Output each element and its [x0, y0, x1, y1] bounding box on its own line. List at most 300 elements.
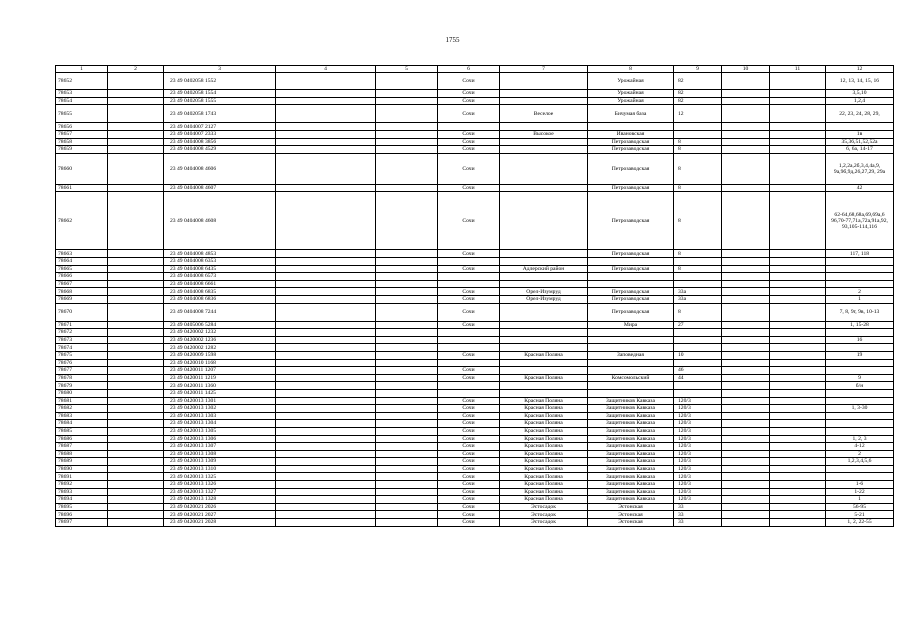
- table-cell-col-12: [826, 367, 894, 375]
- table-cell-col-7: Красная Поляна: [500, 397, 588, 405]
- column-header-11: 11: [770, 66, 826, 73]
- table-row: [56, 296, 894, 304]
- table-cell-col-11: [770, 412, 826, 420]
- table-cell-col-11: [770, 336, 826, 344]
- table-cell-col-3: 23 49 0420002 1282: [164, 344, 276, 352]
- table-cell-col-7: Красная Поляна: [500, 412, 588, 420]
- table-row: [56, 250, 894, 258]
- table-cell-col-10: [722, 511, 770, 519]
- table-cell-col-1: 78688: [56, 450, 108, 458]
- table-cell-col-6: Сочи: [438, 405, 500, 413]
- table-cell-col-12: 4-12: [826, 443, 894, 451]
- table-cell-col-11: [770, 250, 826, 258]
- table-cell-col-7: Эстосадок: [500, 511, 588, 519]
- table-row: [56, 73, 894, 90]
- table-cell-col-5: [376, 496, 438, 504]
- table-cell-col-5: [376, 105, 438, 123]
- table-row: [56, 503, 894, 511]
- table-cell-col-3: 23 49 0420002 1232: [164, 329, 276, 337]
- table-cell-col-1: 78653: [56, 90, 108, 98]
- table-cell-col-1: 78681: [56, 397, 108, 405]
- table-cell-col-8: Защитников Кавказа: [588, 473, 674, 481]
- table-cell-col-12: 6, 6а, 14-17: [826, 146, 894, 154]
- table-cell-col-2: [108, 146, 164, 154]
- table-cell-col-11: [770, 303, 826, 321]
- table-cell-col-9: 120/3: [674, 488, 722, 496]
- table-cell-col-11: [770, 450, 826, 458]
- table-row: [56, 146, 894, 154]
- table-cell-col-12: 1-22: [826, 488, 894, 496]
- table-cell-col-11: [770, 153, 826, 184]
- table-cell-col-1: 78692: [56, 481, 108, 489]
- table-cell-col-10: [722, 397, 770, 405]
- table-cell-col-8: [588, 359, 674, 367]
- table-cell-col-5: [376, 359, 438, 367]
- table-cell-col-11: [770, 511, 826, 519]
- table-cell-col-8: Петрозаводская: [588, 192, 674, 250]
- table-cell-col-5: [376, 131, 438, 139]
- table-cell-col-1: 78657: [56, 131, 108, 139]
- table-cell-col-10: [722, 273, 770, 281]
- table-cell-col-11: [770, 443, 826, 451]
- table-cell-col-2: [108, 435, 164, 443]
- table-cell-col-11: [770, 420, 826, 428]
- table-cell-col-9: [674, 382, 722, 390]
- table-cell-col-3: 23 49 0404008 4608: [164, 192, 276, 250]
- page-number: 1755: [445, 36, 460, 44]
- table-cell-col-5: [376, 465, 438, 473]
- table-cell-col-2: [108, 374, 164, 382]
- table-cell-col-4: [276, 192, 376, 250]
- table-cell-col-3: 23 49 0420013 1327: [164, 488, 276, 496]
- table-cell-col-7: [500, 258, 588, 266]
- column-header-8: 8: [588, 66, 674, 73]
- table-cell-col-10: [722, 303, 770, 321]
- table-cell-col-2: [108, 412, 164, 420]
- table-cell-col-10: [722, 412, 770, 420]
- table-cell-col-10: [722, 465, 770, 473]
- table-cell-col-11: [770, 192, 826, 250]
- table-cell-col-5: [376, 73, 438, 90]
- table-row: [56, 435, 894, 443]
- table-cell-col-12: 1, 2, 3: [826, 435, 894, 443]
- table-cell-col-12: [826, 123, 894, 131]
- table-cell-col-8: Защитников Кавказа: [588, 458, 674, 466]
- table-cell-col-6: [438, 280, 500, 288]
- table-row: [56, 153, 894, 184]
- table-cell-col-12: [826, 473, 894, 481]
- table-cell-col-6: Сочи: [438, 351, 500, 359]
- table-cell-col-5: [376, 97, 438, 105]
- table-cell-col-11: [770, 389, 826, 397]
- table-cell-col-7: [500, 382, 588, 390]
- table-cell-col-9: 120/3: [674, 496, 722, 504]
- table-cell-col-8: [588, 273, 674, 281]
- table-cell-col-7: Красная Поляна: [500, 458, 588, 466]
- table-cell-col-12: 3,5,10: [826, 90, 894, 98]
- table-cell-col-11: [770, 374, 826, 382]
- table-cell-col-5: [376, 321, 438, 329]
- table-cell-col-1: 78659: [56, 146, 108, 154]
- table-cell-col-9: 120/3: [674, 427, 722, 435]
- table-cell-col-6: Сочи: [438, 435, 500, 443]
- table-cell-col-6: [438, 123, 500, 131]
- table-row: [56, 258, 894, 266]
- table-cell-col-9: 120/3: [674, 473, 722, 481]
- table-cell-col-4: [276, 153, 376, 184]
- table-cell-col-1: 78667: [56, 280, 108, 288]
- table-cell-col-7: [500, 303, 588, 321]
- table-cell-col-5: [376, 427, 438, 435]
- table-cell-col-2: [108, 481, 164, 489]
- table-cell-col-5: [376, 511, 438, 519]
- table-cell-col-8: Защитников Кавказа: [588, 435, 674, 443]
- table-row: [56, 273, 894, 281]
- table-row: [56, 405, 894, 413]
- column-header-7: 7: [500, 66, 588, 73]
- table-cell-col-12: 7, 8, 9г, 9в, 10-13: [826, 303, 894, 321]
- table-cell-col-5: [376, 473, 438, 481]
- table-cell-col-7: [500, 153, 588, 184]
- table-cell-col-12: 1: [826, 496, 894, 504]
- table-cell-col-9: [674, 329, 722, 337]
- table-cell-col-8: Мира: [588, 321, 674, 329]
- table-cell-col-3: 23 49 0420011 1219: [164, 374, 276, 382]
- table-row: [56, 97, 894, 105]
- table-cell-col-4: [276, 273, 376, 281]
- table-cell-col-9: [674, 123, 722, 131]
- table-cell-col-3: 23 49 0404008 6573: [164, 273, 276, 281]
- table-cell-col-2: [108, 321, 164, 329]
- table-cell-col-3: 23 49 0404008 6353: [164, 258, 276, 266]
- table-cell-col-3: 23 49 0404008 4606: [164, 153, 276, 184]
- table-cell-col-11: [770, 367, 826, 375]
- table-cell-col-2: [108, 465, 164, 473]
- table-cell-col-10: [722, 184, 770, 192]
- table-cell-col-8: Защитников Кавказа: [588, 450, 674, 458]
- table-row: [56, 123, 894, 131]
- table-cell-col-7: [500, 192, 588, 250]
- table-row: [56, 344, 894, 352]
- table-cell-col-10: [722, 97, 770, 105]
- table-row: [56, 303, 894, 321]
- table-cell-col-4: [276, 503, 376, 511]
- table-cell-col-12: 56-95: [826, 503, 894, 511]
- table-cell-col-9: 8: [674, 303, 722, 321]
- table-cell-col-1: 78661: [56, 184, 108, 192]
- table-cell-col-11: [770, 73, 826, 90]
- table-cell-col-11: [770, 435, 826, 443]
- table-row: [56, 374, 894, 382]
- table-cell-col-7: [500, 367, 588, 375]
- table-cell-col-1: 78694: [56, 496, 108, 504]
- table-cell-col-5: [376, 138, 438, 146]
- table-cell-col-2: [108, 138, 164, 146]
- table-cell-col-2: [108, 97, 164, 105]
- table-cell-col-5: [376, 519, 438, 527]
- table-cell-col-1: 78670: [56, 303, 108, 321]
- table-cell-col-2: [108, 280, 164, 288]
- table-cell-col-4: [276, 123, 376, 131]
- table-cell-col-4: [276, 258, 376, 266]
- table-cell-col-12: 62-64,68,68а,69,69а,6 96,70-77,71а,72а,91а,92, 93,105-114,116: [826, 192, 894, 250]
- table-cell-col-12: [826, 344, 894, 352]
- table-cell-col-10: [722, 153, 770, 184]
- table-cell-col-7: Красная Поляна: [500, 465, 588, 473]
- table-cell-col-11: [770, 496, 826, 504]
- table-cell-col-6: Сочи: [438, 420, 500, 428]
- table-cell-col-12: [826, 329, 894, 337]
- table-cell-col-7: Красная Поляна: [500, 488, 588, 496]
- table-cell-col-2: [108, 192, 164, 250]
- table-cell-col-8: Урожайная: [588, 97, 674, 105]
- table-row: [56, 367, 894, 375]
- table-cell-col-5: [376, 389, 438, 397]
- table-cell-col-3: 23 49 0420013 1305: [164, 427, 276, 435]
- table-cell-col-7: Адлерский район: [500, 265, 588, 273]
- table-cell-col-3: 23 49 0404008 4853: [164, 250, 276, 258]
- table-cell-col-9: 8: [674, 153, 722, 184]
- table-cell-col-8: Комсомольский: [588, 374, 674, 382]
- table-row: [56, 321, 894, 329]
- column-header-4: 4: [276, 66, 376, 73]
- table-cell-col-1: 78660: [56, 153, 108, 184]
- table-cell-col-5: [376, 397, 438, 405]
- table-cell-col-4: [276, 511, 376, 519]
- table-cell-col-11: [770, 105, 826, 123]
- table-cell-col-7: [500, 250, 588, 258]
- table-cell-col-4: [276, 405, 376, 413]
- table-cell-col-8: Петрозаводская: [588, 288, 674, 296]
- table-cell-col-3: 23 49 0420021 2027: [164, 511, 276, 519]
- table-cell-col-4: [276, 296, 376, 304]
- table-cell-col-12: [826, 397, 894, 405]
- table-cell-col-5: [376, 351, 438, 359]
- table-cell-col-12: 22, 23, 24, 28, 29,: [826, 105, 894, 123]
- table-cell-col-7: Красная Поляна: [500, 351, 588, 359]
- table-cell-col-10: [722, 329, 770, 337]
- table-cell-col-8: Петрозаводская: [588, 184, 674, 192]
- table-cell-col-6: Сочи: [438, 321, 500, 329]
- table-cell-col-10: [722, 481, 770, 489]
- table-cell-col-4: [276, 481, 376, 489]
- table-row: [56, 465, 894, 473]
- table-cell-col-6: [438, 258, 500, 266]
- table-cell-col-7: [500, 273, 588, 281]
- table-cell-col-12: [826, 412, 894, 420]
- table-cell-col-2: [108, 250, 164, 258]
- table-cell-col-2: [108, 105, 164, 123]
- table-cell-col-3: 23 49 0405006 5284: [164, 321, 276, 329]
- table-cell-col-5: [376, 192, 438, 250]
- table-cell-col-5: [376, 382, 438, 390]
- table-cell-col-1: 78696: [56, 511, 108, 519]
- table-row: [56, 288, 894, 296]
- table-cell-col-6: [438, 359, 500, 367]
- table-row: [56, 184, 894, 192]
- table-cell-col-8: Петрозаводская: [588, 138, 674, 146]
- table-cell-col-10: [722, 374, 770, 382]
- table-cell-col-1: 78697: [56, 519, 108, 527]
- table-cell-col-2: [108, 389, 164, 397]
- table-cell-col-9: 33: [674, 519, 722, 527]
- table-cell-col-11: [770, 351, 826, 359]
- table-cell-col-1: 78695: [56, 503, 108, 511]
- table-cell-col-9: 8: [674, 192, 722, 250]
- table-cell-col-9: 120/3: [674, 458, 722, 466]
- table-cell-col-11: [770, 258, 826, 266]
- table-cell-col-10: [722, 280, 770, 288]
- table-cell-col-1: 78691: [56, 473, 108, 481]
- table-cell-col-5: [376, 405, 438, 413]
- address-register-table: [55, 65, 894, 527]
- table-cell-col-7: Эстосадок: [500, 519, 588, 527]
- table-cell-col-8: Защитников Кавказа: [588, 405, 674, 413]
- table-cell-col-1: 78663: [56, 250, 108, 258]
- table-cell-col-3: 23 49 0420011 1425: [164, 389, 276, 397]
- table-cell-col-4: [276, 250, 376, 258]
- table-cell-col-3: 23 49 0404008 6835: [164, 288, 276, 296]
- table-cell-col-8: Заповедная: [588, 351, 674, 359]
- table-cell-col-2: [108, 519, 164, 527]
- table-cell-col-9: 8: [674, 138, 722, 146]
- table-cell-col-6: Сочи: [438, 465, 500, 473]
- table-cell-col-12: 16: [826, 336, 894, 344]
- table-cell-col-6: [438, 273, 500, 281]
- table-row: [56, 488, 894, 496]
- table-cell-col-9: [674, 344, 722, 352]
- table-cell-col-5: [376, 90, 438, 98]
- table-cell-col-9: 44: [674, 374, 722, 382]
- table-cell-col-6: [438, 329, 500, 337]
- table-cell-col-11: [770, 123, 826, 131]
- column-header-3: 3: [164, 66, 276, 73]
- table-cell-col-7: [500, 90, 588, 98]
- table-cell-col-5: [376, 258, 438, 266]
- table-cell-col-1: 78686: [56, 435, 108, 443]
- table-cell-col-6: Сочи: [438, 73, 500, 90]
- table-cell-col-8: Петрозаводская: [588, 146, 674, 154]
- table-cell-col-6: [438, 382, 500, 390]
- table-cell-col-8: Урожайная: [588, 90, 674, 98]
- table-cell-col-2: [108, 296, 164, 304]
- table-cell-col-1: 78693: [56, 488, 108, 496]
- table-cell-col-1: 78652: [56, 73, 108, 90]
- table-cell-col-4: [276, 389, 376, 397]
- table-cell-col-10: [722, 73, 770, 90]
- table-cell-col-2: [108, 329, 164, 337]
- table-cell-col-10: [722, 123, 770, 131]
- table-row: [56, 511, 894, 519]
- table-cell-col-6: Сочи: [438, 288, 500, 296]
- table-cell-col-3: 23 49 0420013 1325: [164, 473, 276, 481]
- table-cell-col-5: [376, 265, 438, 273]
- table-cell-col-4: [276, 280, 376, 288]
- table-cell-col-5: [376, 296, 438, 304]
- table-cell-col-11: [770, 359, 826, 367]
- table-cell-col-7: [500, 97, 588, 105]
- table-cell-col-1: 78684: [56, 420, 108, 428]
- table-cell-col-3: 23 49 0420013 1301: [164, 397, 276, 405]
- table-cell-col-2: [108, 427, 164, 435]
- table-row: [56, 473, 894, 481]
- table-cell-col-3: 23 49 0404008 3856: [164, 138, 276, 146]
- table-row: [56, 105, 894, 123]
- table-cell-col-12: 5-21: [826, 511, 894, 519]
- table-cell-col-4: [276, 473, 376, 481]
- table-row: [56, 329, 894, 337]
- table-cell-col-4: [276, 336, 376, 344]
- table-cell-col-7: Орел-Изумруд: [500, 288, 588, 296]
- table-cell-col-3: 23 49 0402058 1554: [164, 90, 276, 98]
- table-cell-col-12: 1, 3-30: [826, 405, 894, 413]
- table-cell-col-3: 23 49 0420011 1360: [164, 382, 276, 390]
- header-row: [56, 66, 894, 73]
- table-cell-col-3: 23 49 0404007 2127: [164, 123, 276, 131]
- table-cell-col-2: [108, 473, 164, 481]
- table-cell-col-3: 23 49 0404008 6435: [164, 265, 276, 273]
- table-cell-col-4: [276, 435, 376, 443]
- table-cell-col-4: [276, 351, 376, 359]
- table-cell-col-11: [770, 519, 826, 527]
- table-cell-col-5: [376, 336, 438, 344]
- table-cell-col-6: Сочи: [438, 265, 500, 273]
- table-cell-col-3: 23 49 0420013 1326: [164, 481, 276, 489]
- table-cell-col-7: [500, 146, 588, 154]
- table-cell-col-8: Эстонская: [588, 511, 674, 519]
- table-cell-col-2: [108, 344, 164, 352]
- table-cell-col-4: [276, 412, 376, 420]
- table-cell-col-3: 23 49 0420013 1308: [164, 450, 276, 458]
- table-cell-col-2: [108, 397, 164, 405]
- table-row: [56, 90, 894, 98]
- table-cell-col-7: [500, 73, 588, 90]
- table-cell-col-3: 23 49 0420013 1309: [164, 458, 276, 466]
- table-cell-col-7: [500, 344, 588, 352]
- table-cell-col-2: [108, 496, 164, 504]
- table-cell-col-7: Красная Поляна: [500, 435, 588, 443]
- table-cell-col-3: 23 49 0402058 1743: [164, 105, 276, 123]
- table-cell-col-9: 33: [674, 503, 722, 511]
- table-cell-col-5: [376, 123, 438, 131]
- table-cell-col-12: б/н: [826, 382, 894, 390]
- table-cell-col-9: 8: [674, 184, 722, 192]
- column-header-12: 12: [826, 66, 894, 73]
- table-cell-col-3: 23 49 0404008 7244: [164, 303, 276, 321]
- table-cell-col-12: [826, 420, 894, 428]
- table-cell-col-10: [722, 427, 770, 435]
- column-header-6: 6: [438, 66, 500, 73]
- table-cell-col-5: [376, 153, 438, 184]
- table-cell-col-10: [722, 473, 770, 481]
- table-cell-col-1: 78662: [56, 192, 108, 250]
- table-cell-col-9: [674, 359, 722, 367]
- table-cell-col-12: 1: [826, 296, 894, 304]
- table-cell-col-4: [276, 382, 376, 390]
- table-row: [56, 450, 894, 458]
- table-cell-col-9: 27: [674, 321, 722, 329]
- table-cell-col-2: [108, 265, 164, 273]
- table-cell-col-12: 1в: [826, 131, 894, 139]
- table-row: [56, 359, 894, 367]
- table-cell-col-5: [376, 458, 438, 466]
- table-cell-col-2: [108, 450, 164, 458]
- table-cell-col-2: [108, 336, 164, 344]
- table-cell-col-11: [770, 405, 826, 413]
- table-cell-col-6: Сочи: [438, 184, 500, 192]
- table-cell-col-8: Защитников Кавказа: [588, 488, 674, 496]
- table-cell-col-4: [276, 420, 376, 428]
